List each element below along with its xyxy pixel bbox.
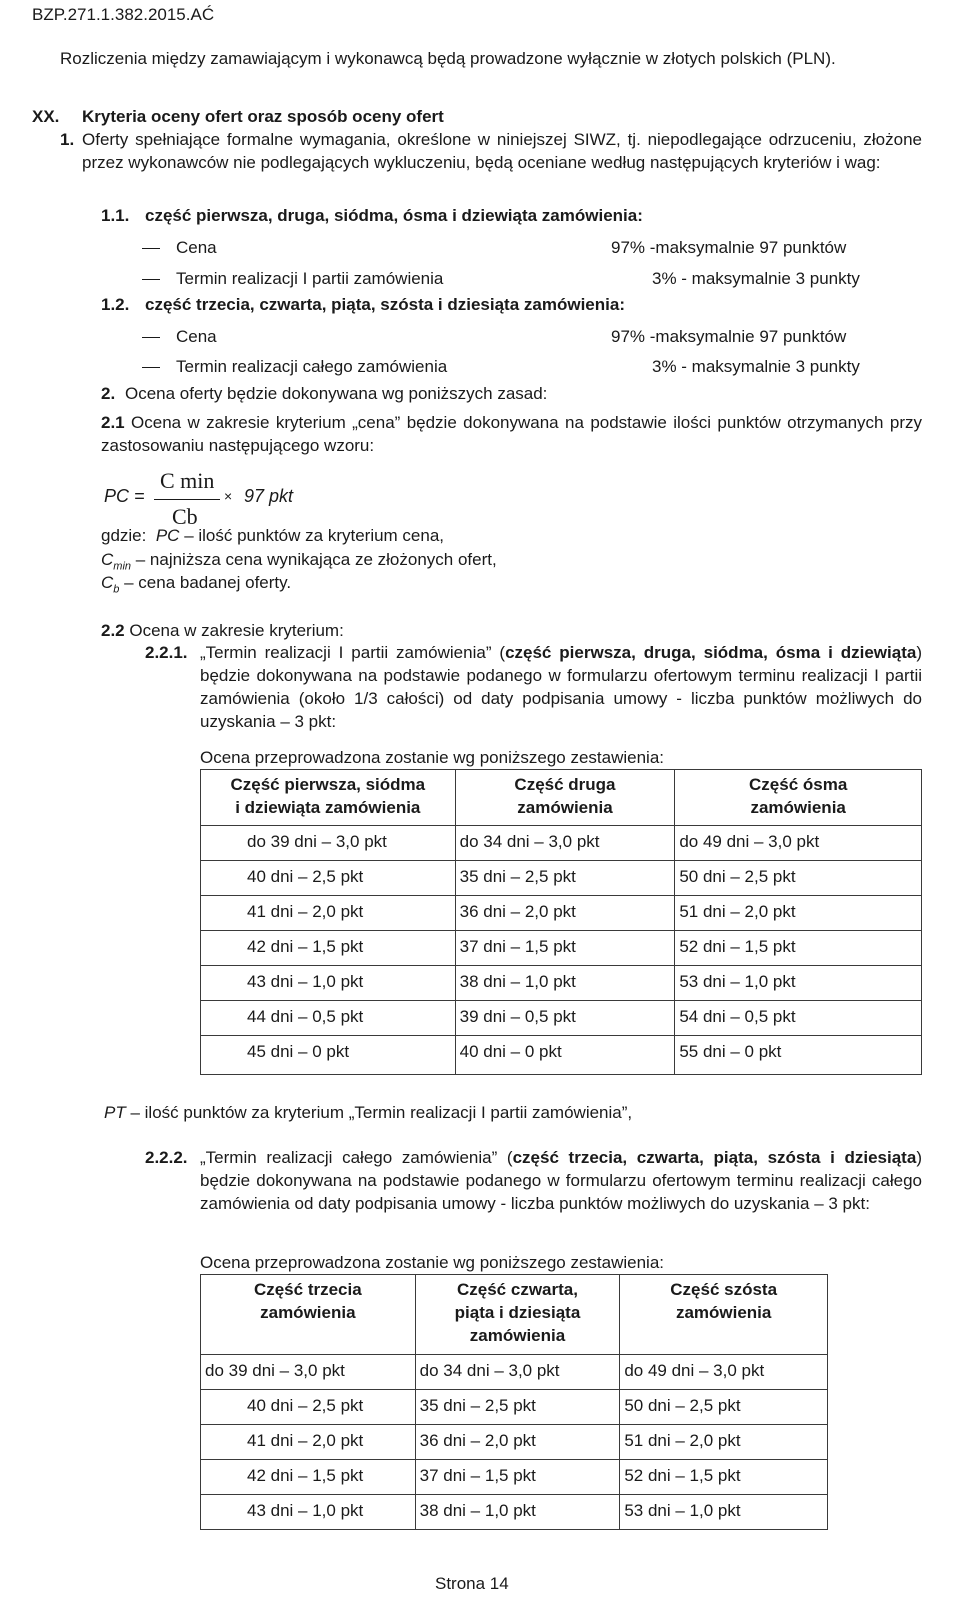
point-1-text: Oferty spełniające formalne wymagania, określone w niniejszej SIWZ, tj. niepodlegające odrzuceniu, złożone przez wykonawców nie podlegających wykluczeniu, będą oceniane według następujących kryteriów i wag: — [82, 130, 922, 172]
criterion-row: Cena — [142, 237, 217, 260]
table-row — [201, 861, 922, 896]
table-header-cell: Część pierwsza, siódma i dziewiąta zamówienia — [201, 770, 456, 826]
table-cell: 50 dni – 2,5 pkt — [675, 861, 922, 896]
table-header-cell: Część szósta zamówienia — [620, 1275, 828, 1355]
subsection-2-1: 2.1 Ocena w zakresie kryterium „cena” będzie dokonywana na podstawie ilości punktów otrzymanych przy zastosowaniu następującego wzoru: — [101, 413, 922, 455]
subsection-2-2-1-number: 2.2.1. — [145, 643, 188, 662]
table-cell: 38 dni – 1,0 pkt — [455, 966, 675, 1001]
table-header-cell: Część druga zamówienia — [455, 770, 675, 826]
table-cell: 50 dni – 2,5 pkt — [620, 1390, 828, 1425]
table-cell: 43 dni – 1,0 pkt — [201, 966, 456, 1001]
table-cell: 52 dni – 1,5 pkt — [675, 931, 922, 966]
table-row — [201, 931, 922, 966]
subsection-1-2-title: część trzecia, czwarta, piąta, szósta i dziesiąta zamówienia: — [145, 295, 625, 314]
criterion-weight: 3% - maksymalnie 3 punkty — [652, 269, 860, 288]
table-cell: do 34 dni – 3,0 pkt — [455, 826, 675, 861]
table-1-caption: Ocena przeprowadzona zostanie wg poniższego zestawienia: — [200, 748, 664, 767]
point-2-number: 2. — [101, 384, 116, 403]
table-row — [201, 1495, 828, 1530]
table-cell: 40 dni – 2,5 pkt — [201, 1390, 416, 1425]
point-1-number: 1. — [60, 130, 75, 149]
table-cell: 37 dni – 1,5 pkt — [455, 931, 675, 966]
table-header-cell: Część trzecia zamówienia — [201, 1275, 416, 1355]
table-cell: 42 dni – 1,5 pkt — [201, 931, 456, 966]
table-cell: 51 dni – 2,0 pkt — [675, 896, 922, 931]
table-cell: 53 dni – 1,0 pkt — [620, 1495, 828, 1530]
multiply-icon: × — [224, 488, 233, 504]
dash-bullet-icon — [142, 279, 160, 280]
table-row — [201, 1460, 828, 1495]
table-row — [201, 1390, 828, 1425]
table-cell: 40 dni – 2,5 pkt — [201, 861, 456, 896]
table-header-row — [201, 1275, 828, 1355]
table-cell: 51 dni – 2,0 pkt — [620, 1425, 828, 1460]
table-header-row — [201, 770, 922, 826]
dash-bullet-icon — [142, 367, 160, 368]
table-cell: 39 dni – 0,5 pkt — [455, 1001, 675, 1036]
table-header-cell: Część czwarta, piąta i dziesiąta zamówienia — [415, 1275, 620, 1355]
formula-rhs: 97 pkt — [244, 486, 294, 506]
subsection-1-2-number: 1.2. — [101, 295, 130, 314]
criterion-row: Termin realizacji całego zamówienia — [142, 356, 447, 379]
subsection-2-2-2-number: 2.2.2. — [145, 1148, 188, 1167]
table-cell: 52 dni – 1,5 pkt — [620, 1460, 828, 1495]
table-cell: 35 dni – 2,5 pkt — [415, 1390, 620, 1425]
fraction-line — [154, 499, 220, 500]
section-title: Kryteria oceny ofert oraz sposób oceny ofert — [82, 107, 444, 126]
criterion-weight: 3% - maksymalnie 3 punkty — [652, 357, 860, 376]
table-row — [201, 826, 922, 861]
subsection-1-1-title: część pierwsza, druga, siódma, ósma i dziewiąta zamówienia: — [145, 206, 643, 225]
page-number: Strona 14 — [435, 1574, 509, 1593]
document-reference: BZP.271.1.382.2015.AĆ — [32, 5, 215, 24]
point-2-text: Ocena oferty będzie dokonywana wg poniższych zasad: — [125, 384, 548, 403]
table-cell: do 49 dni – 3,0 pkt — [675, 826, 922, 861]
table-cell: 42 dni – 1,5 pkt — [201, 1460, 416, 1495]
table-row — [201, 966, 922, 1001]
criterion-weight: 97% -maksymalnie 97 punktów — [611, 327, 847, 346]
table-header-cell: Część ósma zamówienia — [675, 770, 922, 826]
table-cell: 41 dni – 2,0 pkt — [201, 1425, 416, 1460]
table-cell: do 34 dni – 3,0 pkt — [415, 1355, 620, 1390]
table-cell: 37 dni – 1,5 pkt — [415, 1460, 620, 1495]
criterion-row: Cena — [142, 326, 217, 349]
formula-lhs: PC = — [104, 486, 145, 506]
legend-cb: $C_b$ – cena badanej oferty. — [101, 573, 292, 596]
table-cell: 44 dni – 0,5 pkt — [201, 1001, 456, 1036]
criterion-weight: 97% -maksymalnie 97 punktów — [611, 238, 847, 257]
table-cell: do 49 dni – 3,0 pkt — [620, 1355, 828, 1390]
table-cell: 40 dni – 0 pkt — [455, 1036, 675, 1075]
pt-legend: PT – ilość punktów za kryterium „Termin realizacji I partii zamówienia”, — [104, 1103, 633, 1122]
table-row — [201, 1355, 828, 1390]
table-row — [201, 1425, 828, 1460]
table-cell: 43 dni – 1,0 pkt — [201, 1495, 416, 1530]
legend-cmin: $C_{min}$ – najniższa cena wynikająca ze złożonych ofert, — [101, 550, 497, 573]
table-cell: do 39 dni – 3,0 pkt — [201, 826, 456, 861]
table-cell: do 39 dni – 3,0 pkt — [201, 1355, 416, 1390]
table-row — [201, 1001, 922, 1036]
formula-numerator: C min — [160, 468, 215, 493]
table-2-caption: Ocena przeprowadzona zostanie wg poniższego zestawienia: — [200, 1253, 664, 1272]
dash-bullet-icon — [142, 248, 160, 249]
table-cell: 55 dni – 0 pkt — [675, 1036, 922, 1075]
table-cell: 41 dni – 2,0 pkt — [201, 896, 456, 931]
criterion-row: Termin realizacji I partii zamówienia — [142, 268, 443, 291]
intro-paragraph: Rozliczenia między zamawiającym i wykonawcą będą prowadzone wyłącznie w złotych polskich (PLN). — [60, 49, 836, 68]
table-row — [201, 1036, 922, 1075]
table-cell: 45 dni – 0 pkt — [201, 1036, 456, 1075]
table-cell: 36 dni – 2,0 pkt — [415, 1425, 620, 1460]
subsection-1-1-number: 1.1. — [101, 206, 130, 225]
formula-denominator: Cb — [172, 504, 198, 529]
subsection-2-2: 2.2 Ocena w zakresie kryterium: — [101, 621, 344, 640]
table-row — [201, 896, 922, 931]
table-cell: 54 dni – 0,5 pkt — [675, 1001, 922, 1036]
legend-pc: gdzie: PC – ilość punktów za kryterium cena, — [101, 526, 445, 545]
table-cell: 36 dni – 2,0 pkt — [455, 896, 675, 931]
subsection-2-2-2-text: „Termin realizacji całego zamówienia” (część trzecia, czwarta, piąta, szósta i dziesiąta) będzie dokonywana na podstawie podanego w formularzu ofertowym terminu realizacji całego zamówienia od daty podpisania umowy - liczba punktów możliwych do uzyskania – 3 pkt: — [200, 1148, 922, 1213]
points-table-1 — [200, 769, 922, 1075]
points-table-2 — [200, 1274, 828, 1530]
section-number: XX. — [32, 107, 60, 126]
subsection-2-2-1-text: „Termin realizacji I partii zamówienia” (część pierwsza, druga, siódma, ósma i dziewiąta) będzie dokonywana na podstawie podanego w formularzu ofertowym terminu realizacji I partii zamówienia (około 1/3 całości) od daty podpisania umowy - liczba punktów możliwych do uzyskania – 3 pkt: — [200, 643, 922, 731]
table-cell: 38 dni – 1,0 pkt — [415, 1495, 620, 1530]
table-cell: 53 dni – 1,0 pkt — [675, 966, 922, 1001]
dash-bullet-icon — [142, 337, 160, 338]
table-cell: 35 dni – 2,5 pkt — [455, 861, 675, 896]
